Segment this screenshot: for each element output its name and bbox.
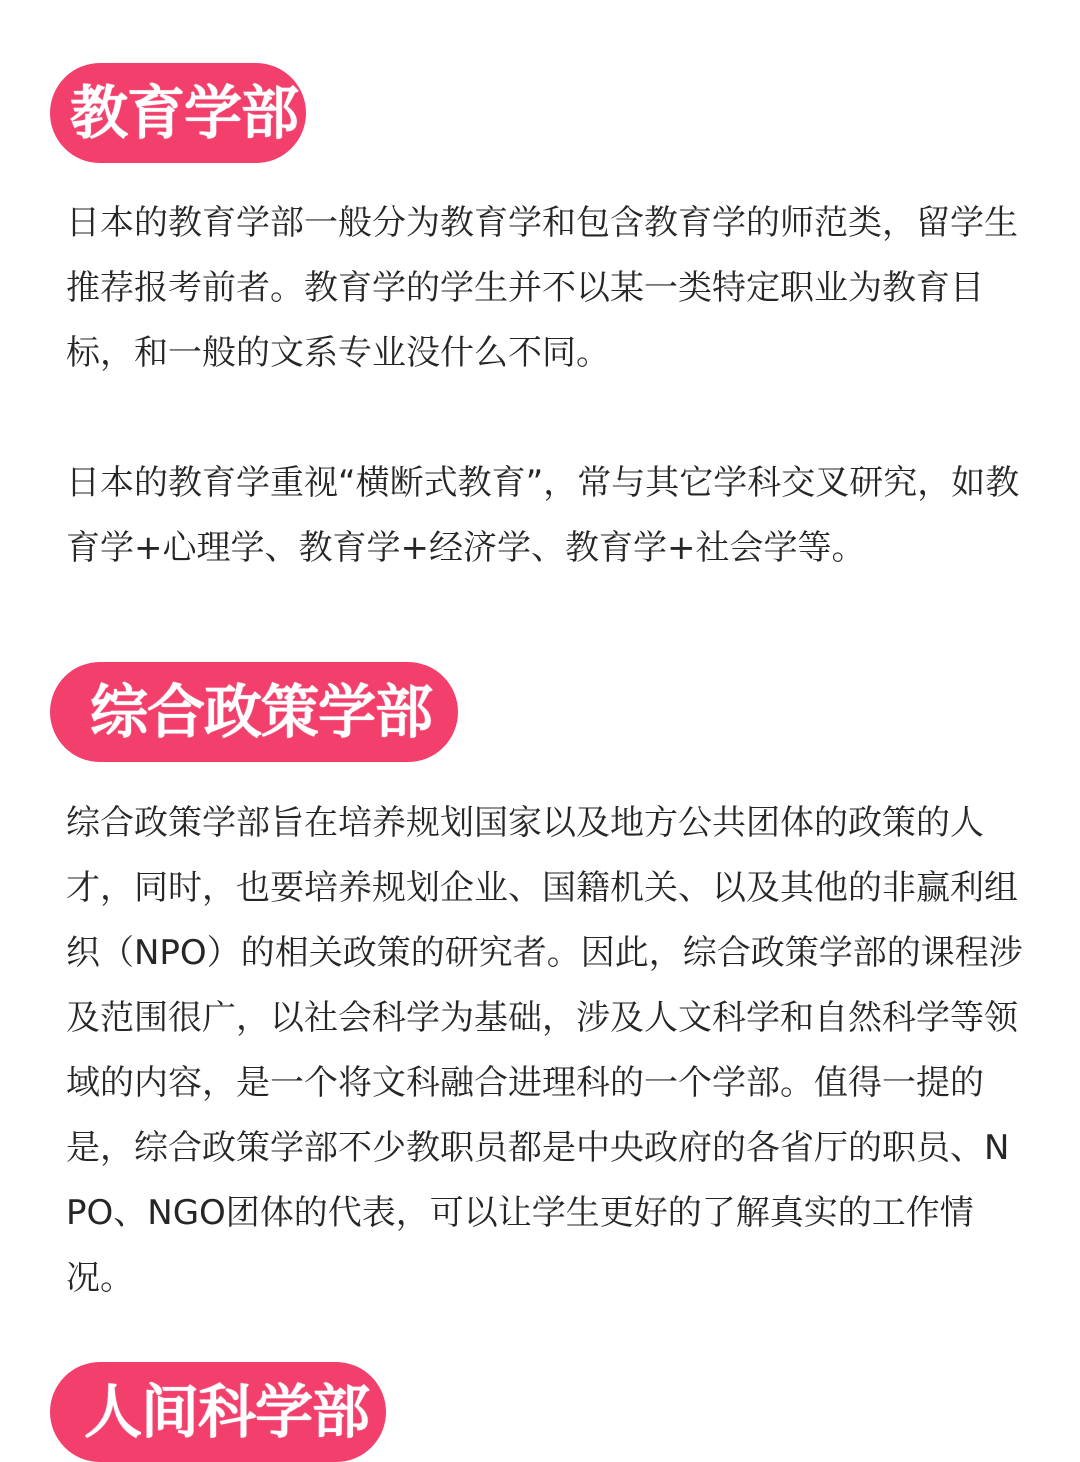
section-title: 人间科学部 bbox=[84, 1378, 370, 1446]
section-paragraph: 日本的教育学部一般分为教育学和包含教育学的师范类，留学生推荐报考前者。教育学的学生并不以某一类特定职业为教育目标，和一般的文系专业没什么不同。 bbox=[66, 203, 1018, 373]
section-title-pill bbox=[50, 63, 306, 163]
section-paragraph: 日本的教育学重视“横断式教育”，常与其它学科交叉研究，如教育学+心理学、教育学+经济学、教育学+社会学等。 bbox=[66, 463, 1020, 568]
section-title: 教育学部 bbox=[70, 79, 299, 147]
section-title-pill bbox=[50, 1362, 386, 1462]
section-paragraph: 综合政策学部旨在培养规划国家以及地方公共团体的政策的人才，同时，也要培养规划企业、国籍机关、以及其他的非赢利组织（NPO）的相关政策的研究者。因此，综合政策学部的课程涉及范围很广，以社会科学为基础，涉及人文科学和自然科学等领域的内容，是一个将文科融合进理科的一个学部。值得一提的是，综合政策学部不少教职员都是中央政府的各省厅的职员、NPO、NGO团体的代表，可以让学生更好的了解真实的工作情况。 bbox=[66, 803, 1023, 1298]
section-title-pill bbox=[50, 662, 458, 762]
section-title: 综合政策学部 bbox=[90, 678, 433, 746]
